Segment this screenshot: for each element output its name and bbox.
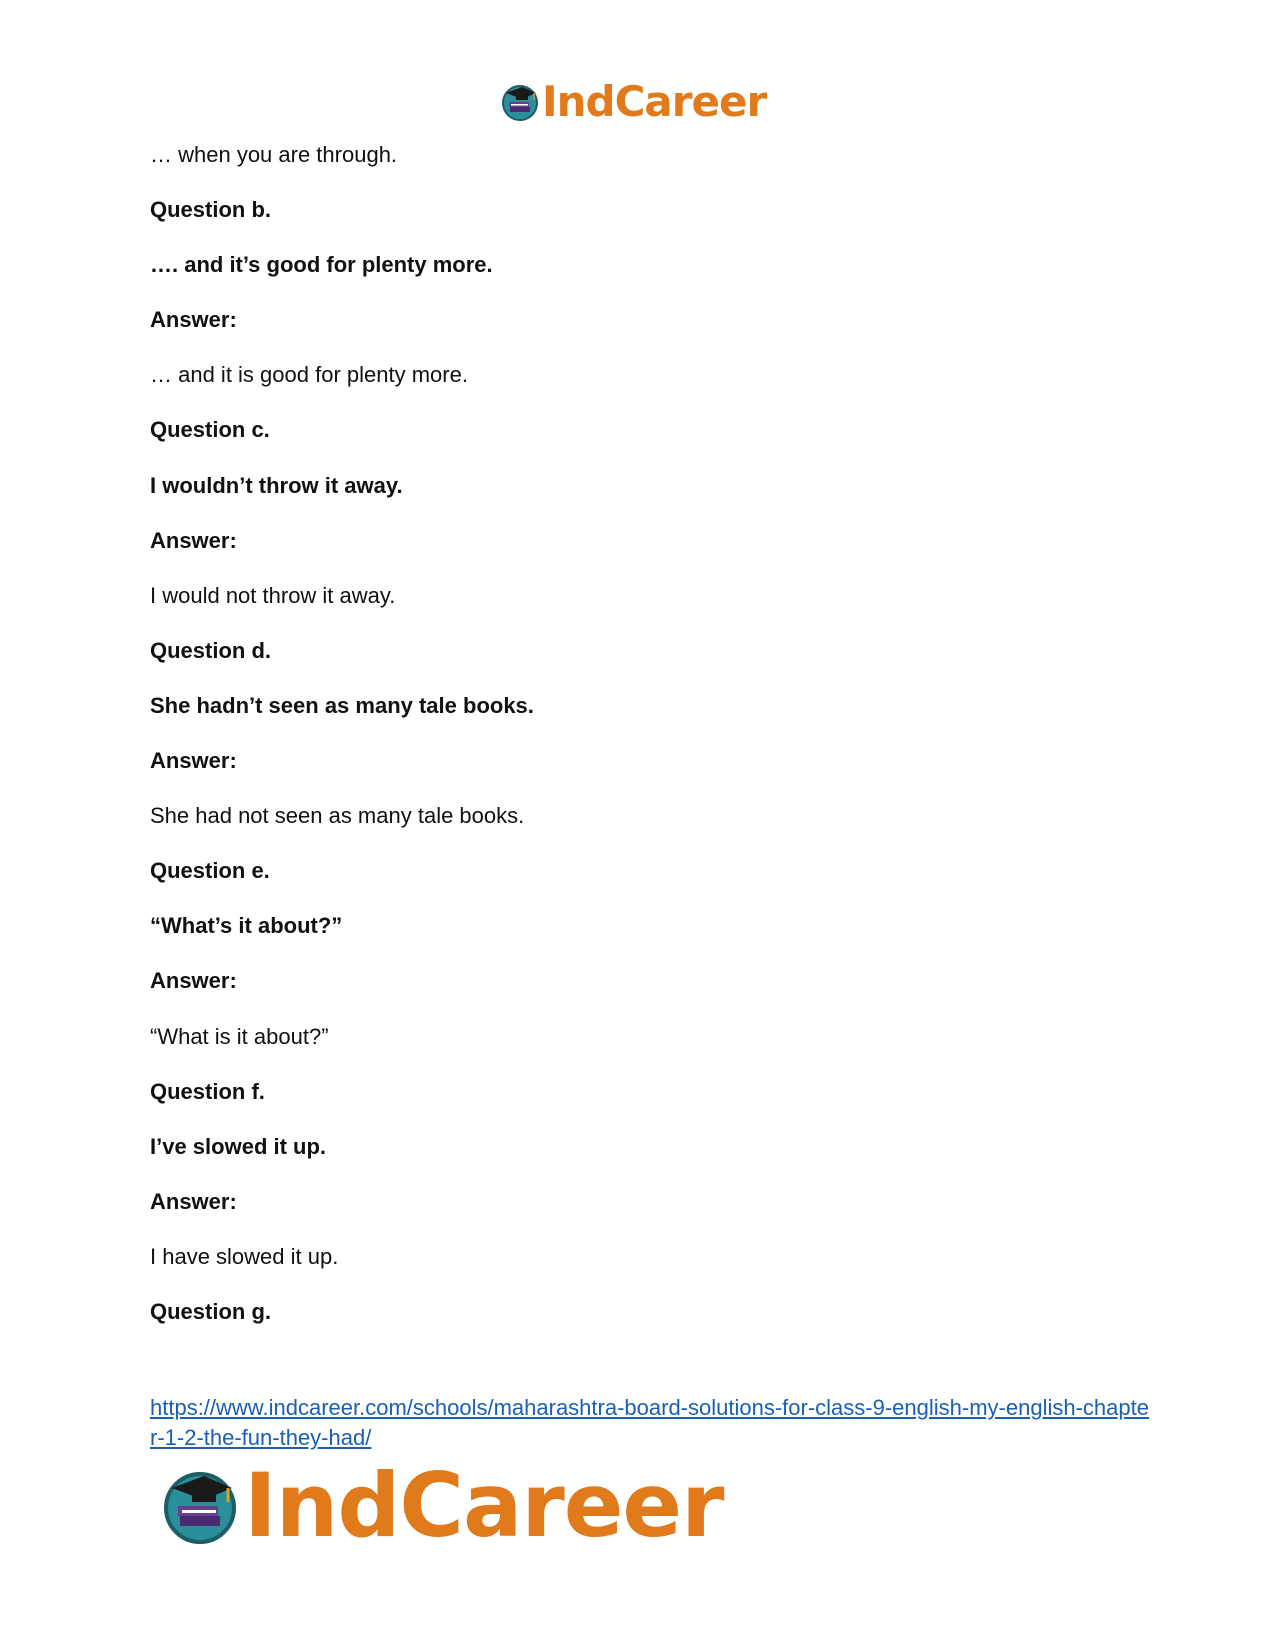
answer-label: Answer: — [150, 527, 237, 553]
footer-logo — [160, 1454, 724, 1557]
question-label: Question e. — [150, 858, 270, 884]
document-body — [150, 142, 1130, 1354]
question-label: Question c. — [150, 417, 270, 443]
answer-text: I would not throw it away. — [150, 582, 396, 608]
question-text: I’ve slowed it up. — [150, 1133, 327, 1159]
question-text: …. and it’s good for plenty more. — [150, 252, 493, 278]
question-label: Question b. — [150, 197, 271, 223]
graduation-globe-icon — [500, 82, 540, 122]
question-text: She hadn’t seen as many tale books. — [150, 692, 534, 718]
answer-text: … and it is good for plenty more. — [150, 362, 468, 388]
question-label: Question f. — [150, 1078, 265, 1104]
question-text: I wouldn’t throw it away. — [150, 472, 403, 498]
answer-label: Answer: — [150, 968, 237, 994]
answer-label: Answer: — [150, 1188, 237, 1214]
brand-logo-text: IndCareer — [244, 1454, 724, 1557]
brand-logo-text: IndCareer — [542, 77, 767, 126]
answer-text: “What is it about?” — [150, 1023, 329, 1049]
answer-text: … when you are through. — [150, 142, 398, 167]
question-label: Question d. — [150, 637, 271, 663]
answer-text: I have slowed it up. — [150, 1243, 339, 1269]
graduation-globe-icon — [160, 1466, 240, 1546]
answer-label: Answer: — [150, 748, 237, 774]
header-logo — [500, 78, 766, 126]
question-label: Question g. — [150, 1298, 271, 1324]
source-url-link[interactable]: https://www.indcareer.com/schools/maharashtra-board-solutions-for-class-9-english-my-english-chapter-1-2-the-fun-they-had/ — [150, 1395, 1149, 1450]
answer-text: She had not seen as many tale books. — [150, 803, 525, 829]
question-text: “What’s it about?” — [150, 913, 343, 939]
answer-label: Answer: — [150, 307, 237, 333]
